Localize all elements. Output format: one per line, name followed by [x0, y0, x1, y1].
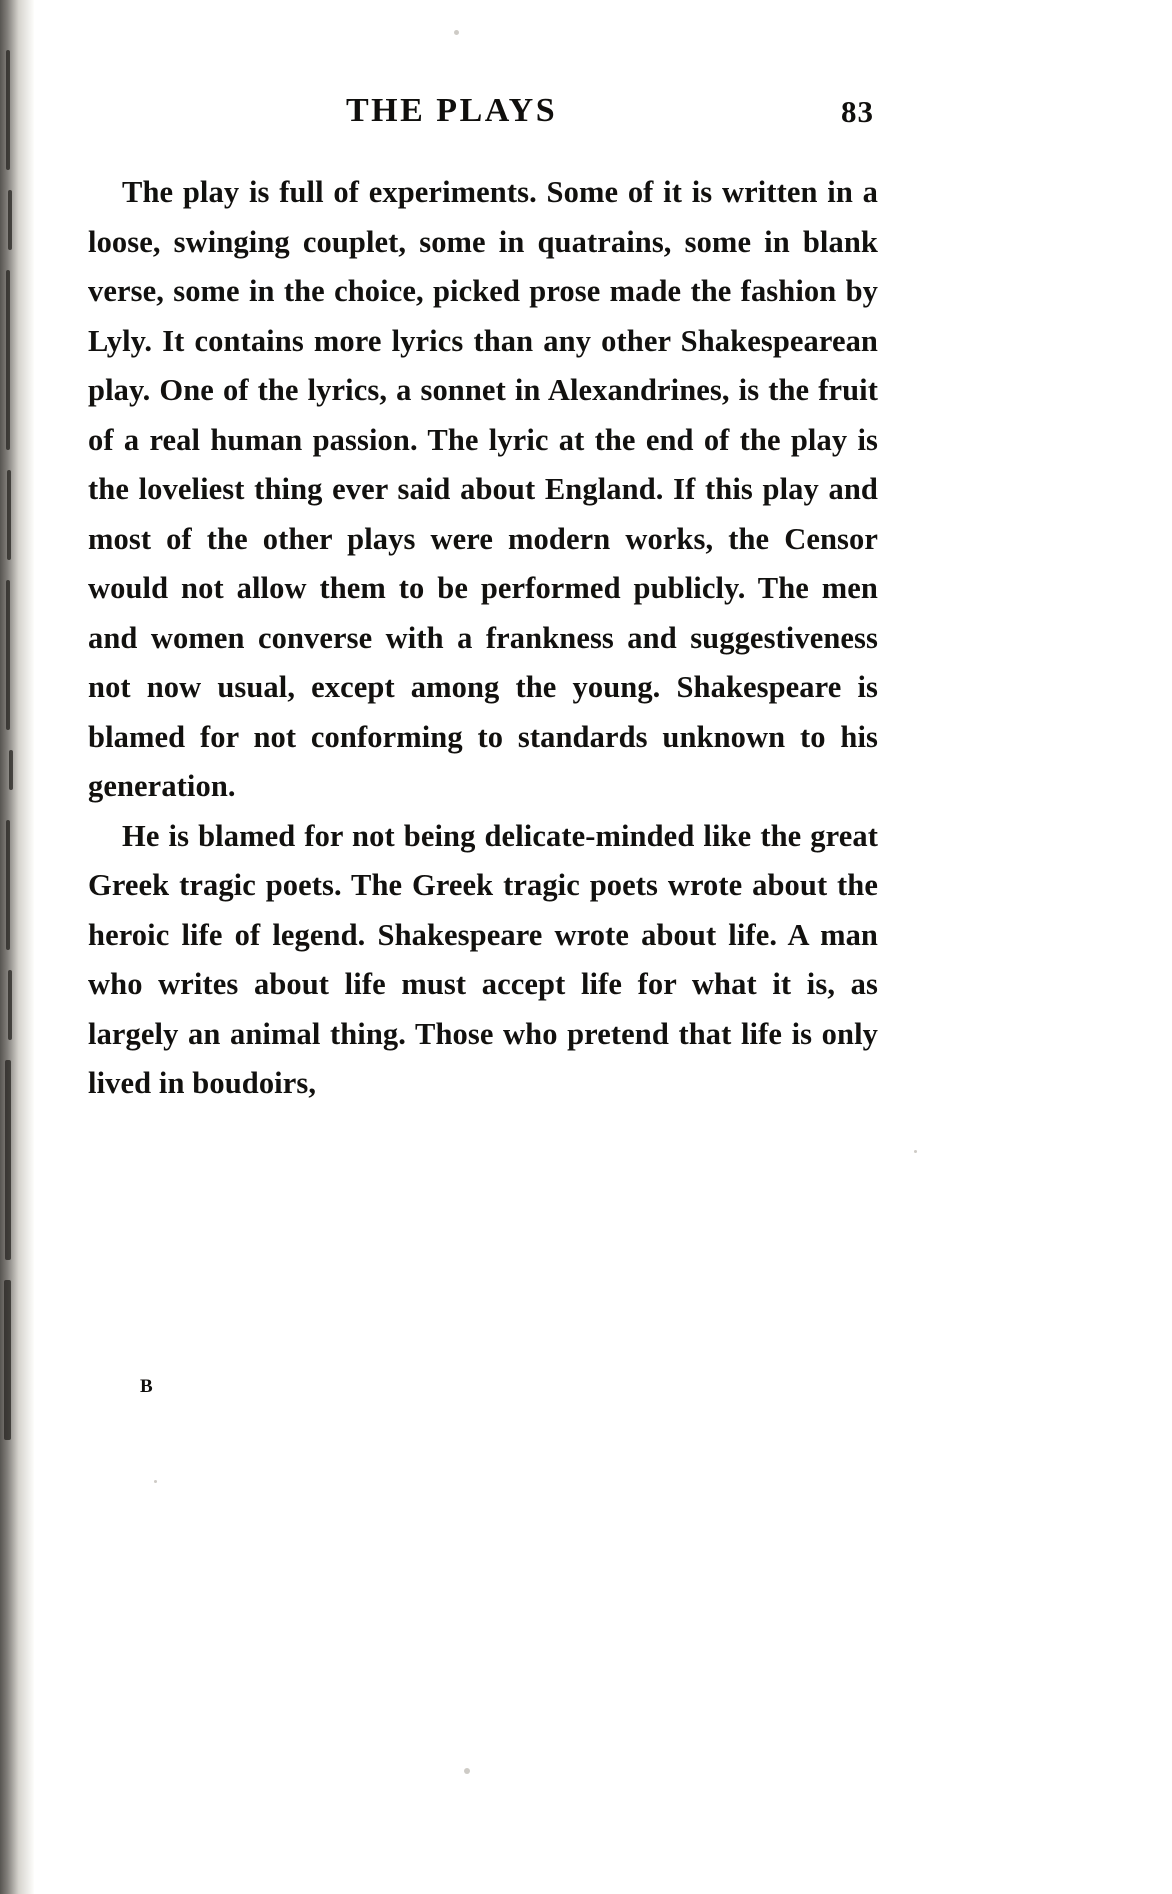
paragraph-2-text: He is blamed for not being delicate-minded like the great Greek tragic poets. The Greek tragic poets wrote about the heroic life of legend. Shakespeare wrote about life. A man who writes about life must accept life for what it is, as largely an animal thing. Those who pretend that life is only lived in boudoirs,	[88, 818, 878, 1100]
binding-edge-marks	[6, 40, 20, 1440]
paragraph-1-text: The play is full of experiments. Some of it is written in a loose, swinging couplet, some in quatrains, some in blank verse, some in the choice, picked prose made the fashion by Lyly. It contains more lyrics than any other Shakespearean play. One of the lyrics, a sonnet in Alexandrines, is the fruit of a real human passion. The lyric at the end of the play is the loveliest thing ever said about England. If this play and most of the other plays were modern works, the Censor would not allow them to be performed publicly. The men and women converse with a frankness and suggestiveness not now usual, except among the young. Shakespeare is blamed for not conforming to standards unknown to his generation.	[88, 175, 878, 803]
paragraph-1	[88, 168, 878, 812]
scan-speck	[464, 1768, 470, 1774]
scan-speck	[914, 1150, 917, 1153]
document-sheet	[34, 0, 1172, 1894]
running-head	[88, 92, 878, 146]
page-content	[88, 92, 878, 1109]
signature-mark: B	[140, 1376, 154, 1397]
scan-speck	[454, 30, 459, 35]
scan-speck	[154, 1480, 157, 1483]
page-number: 83	[841, 94, 874, 129]
page-title: THE PLAYS	[346, 92, 558, 129]
paragraph-2	[88, 812, 878, 1109]
